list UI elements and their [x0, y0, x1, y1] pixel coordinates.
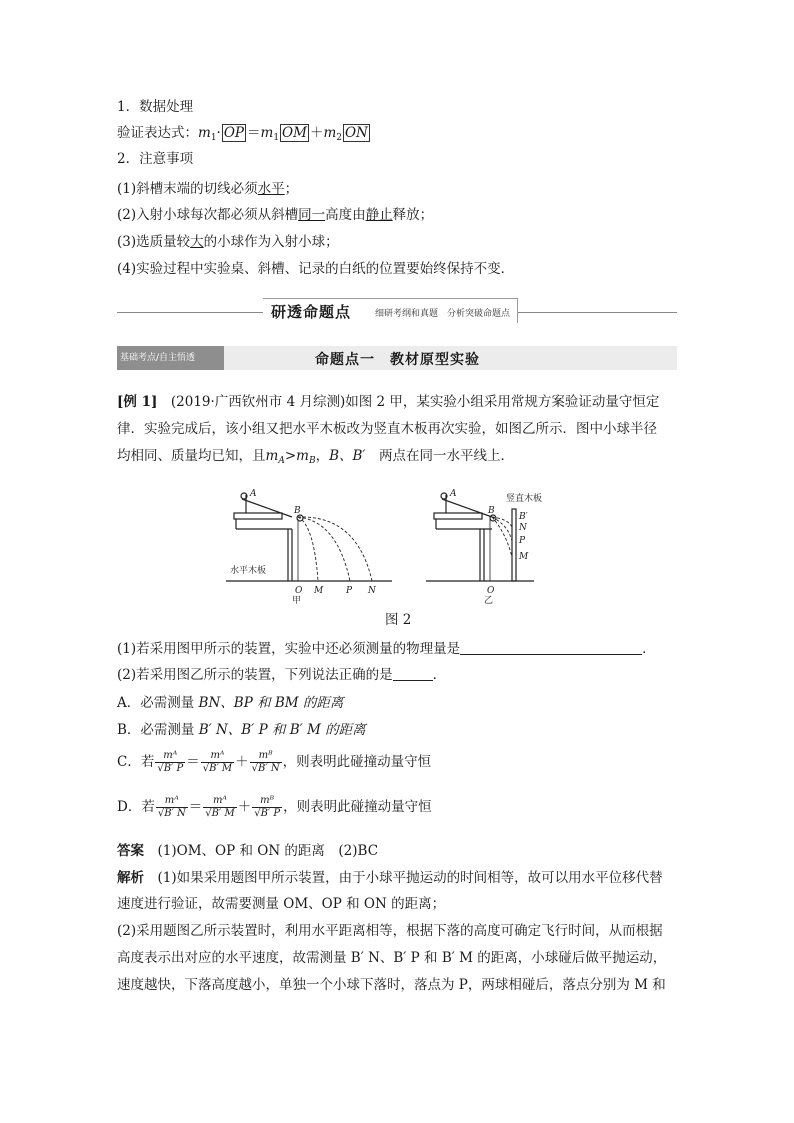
- frac-c2: [201, 750, 234, 775]
- trajectory-n: [298, 517, 372, 581]
- answer-text: (1)OM、OP 和 ON 的距离 (2)BC: [144, 843, 379, 859]
- mass-a: m: [265, 448, 279, 464]
- frac-c3: [250, 750, 282, 775]
- label-horizontal-board: 水平木板: [230, 566, 267, 576]
- eq-d: ＝: [188, 799, 203, 815]
- question-1-text: (1)若采用图甲所示的装置，实验中还必须测量的物理量是: [117, 641, 461, 657]
- heading-data-processing: 1．数据处理: [117, 99, 194, 115]
- label-m-right: M: [519, 552, 529, 562]
- option-c-suffix: ，则表明此碰撞动量守恒: [282, 754, 432, 770]
- root-d3: B′ P: [260, 808, 281, 819]
- question-2-end: ．: [432, 667, 447, 683]
- plus-c: ＋: [235, 754, 249, 770]
- analysis-line-1: [117, 869, 663, 887]
- trajectory-p: [298, 517, 350, 581]
- analysis-line-3: (2)采用题图乙所示装置时，利用水平距离相等，根据下落的高度可确定飞行时间，从而根据: [117, 923, 663, 939]
- topic-title: 命题点一 教材原型实验: [315, 352, 480, 368]
- root-c3: B′ N: [258, 763, 280, 774]
- example-line-1: [117, 393, 659, 411]
- label-m-left: M: [314, 586, 324, 596]
- example-label: [例 1]: [117, 394, 158, 410]
- label-n-right: N: [519, 523, 527, 533]
- note-3-key: 大: [190, 234, 204, 250]
- greater-than: >: [284, 448, 297, 464]
- comma: ，: [315, 448, 330, 464]
- right-table-top: [434, 513, 482, 519]
- banner-box: [263, 298, 518, 323]
- sqrt-c2: √: [202, 763, 210, 774]
- banner-title: 研透命题点: [271, 303, 352, 321]
- option-a-body: BN、BP 和 BM 的距离: [198, 695, 344, 711]
- option-d-prefix: D．若: [117, 799, 155, 815]
- section-banner: [117, 296, 677, 324]
- option-d: [117, 793, 432, 821]
- frac-d3: [252, 795, 282, 820]
- note-1-key: 水平: [257, 181, 285, 197]
- sqrt-d2: √: [205, 808, 212, 819]
- analysis-line-4: 高度表示出对应的水平速度，故需测量 B′ N、B′ P 和 B′ M 的距离，小球碰后做平抛运动，: [117, 950, 667, 966]
- m2-symbol: m: [323, 125, 337, 141]
- sqrt-d3: √: [254, 808, 261, 819]
- option-c: [117, 748, 431, 776]
- trajectory-m-right: [492, 517, 512, 557]
- eq-c: ＝: [186, 754, 200, 770]
- label-p-left: P: [346, 586, 353, 596]
- points-b-bprime: B、B′: [329, 448, 366, 464]
- question-1: [117, 640, 656, 658]
- note-2-key1: 同一: [298, 207, 326, 223]
- example-line-3: [117, 447, 514, 470]
- example-text-3-end: 两点在同一水平线上．: [365, 448, 514, 464]
- label-bprime: B′: [519, 512, 528, 522]
- label-b-right: B: [488, 506, 495, 516]
- frac-d2-num: mᴬ: [203, 795, 236, 808]
- root-c1: B′ P: [163, 763, 184, 774]
- formula-line: [117, 124, 371, 147]
- note-3-text: (3)选质量较: [117, 234, 191, 250]
- banner-rule-right: [517, 312, 677, 313]
- question-2: [117, 666, 446, 684]
- question-1-end: ．: [642, 641, 656, 657]
- label-jia: 甲: [292, 596, 302, 605]
- left-ramp: [242, 499, 292, 517]
- frac-c3-den: [250, 763, 282, 775]
- option-a: [117, 694, 343, 712]
- note-2: [117, 206, 433, 224]
- banner-rule-left: [117, 312, 263, 313]
- frac-c1-num: mᴬ: [155, 750, 185, 763]
- note-1: [117, 180, 298, 198]
- vector-om: OM: [282, 125, 307, 141]
- example-line-2: 律．实验完成后，该小组又把水平木板改为竖直木板再次实验，如图乙所示．图中小球半径: [117, 421, 657, 437]
- plus-d: ＋: [237, 799, 252, 815]
- figure-caption: 图 2: [385, 612, 412, 628]
- frac-c1-den: [155, 763, 185, 775]
- vector-op: OP: [223, 125, 244, 141]
- frac-c1: [155, 750, 185, 775]
- example-text-3: 均相同、质量均已知，且: [117, 448, 266, 464]
- note-2-text: (2)入射小球每次都必须从斜槽: [117, 207, 299, 223]
- vector-on: ON: [344, 125, 368, 141]
- left-table-top: [234, 513, 282, 519]
- topic-tag: 基础考点/自主悟透: [117, 346, 224, 370]
- option-b-body: B′ N、B′ P 和 B′ M 的距离: [198, 722, 366, 738]
- root-c2: B′ M: [209, 763, 233, 774]
- analysis-text-1: (1)如果采用题图甲所示装置，由于小球平抛运动的时间相等，故可以用水平位移代替: [144, 870, 663, 886]
- trajectory-n-right: [492, 517, 512, 527]
- option-a-prefix: A．必需测量: [117, 695, 199, 711]
- note-1-end: ；: [284, 181, 299, 197]
- frac-d1: [156, 795, 188, 820]
- sqrt-c3: √: [251, 763, 259, 774]
- option-b-prefix: B．必需测量: [117, 722, 199, 738]
- note-2-mid: 高度由: [325, 207, 366, 223]
- answer-label: 答案: [117, 843, 144, 859]
- frac-c3-num: mᴮ: [250, 750, 282, 763]
- heading-notes: 2．注意事项: [117, 151, 194, 167]
- analysis-line-2: 速度进行验证，故需要测量 OM、OP 和 ON 的距离；: [117, 896, 446, 912]
- analysis-line-5: 速度越快，下落高度越小，单独一个小球下落时，落点为 P，两球相碰后，落点分别为 M 和: [117, 977, 666, 993]
- question-2-text: (2)若采用图乙所示的装置，下列说法正确的是: [117, 667, 393, 683]
- m1-symbol-2: m: [260, 125, 274, 141]
- answer-blank-1[interactable]: [460, 640, 642, 655]
- root-d1: B′ N: [164, 808, 186, 819]
- frac-d2-den: [203, 808, 236, 820]
- note-2-key2: 静止: [365, 207, 393, 223]
- example-text-1: (2019·广西钦州市 4 月综测)如图 2 甲，某实验小组采用常规方案验证动量守恒定: [157, 394, 660, 410]
- label-o-left: O: [295, 586, 303, 596]
- m1-symbol: m: [198, 125, 211, 141]
- note-3: [117, 233, 339, 251]
- label-vertical-board: 竖直木板: [506, 494, 543, 504]
- frac-d3-num: mᴮ: [252, 795, 282, 808]
- topic-bar: [117, 346, 677, 370]
- label-yi: 乙: [484, 596, 494, 605]
- trajectory-m: [298, 517, 318, 581]
- label-b-left: B: [294, 506, 301, 516]
- right-ramp: [442, 499, 492, 517]
- mass-b: m: [296, 448, 309, 464]
- equals: ＝: [247, 125, 261, 141]
- subscript-2: 2: [336, 133, 342, 143]
- formula-prefix: 验证表达式：: [117, 125, 198, 141]
- option-d-suffix: ，则表明此碰撞动量守恒: [283, 799, 432, 815]
- subscript-1b: 1: [273, 133, 280, 143]
- analysis-label: 解析: [117, 870, 144, 886]
- note-3-end: 的小球作为入射小球；: [203, 234, 339, 250]
- answer-line: [117, 842, 378, 860]
- sub-a: A: [278, 456, 285, 466]
- label-p-right: P: [519, 536, 526, 546]
- option-b: [117, 721, 366, 739]
- sqrt-d1: √: [157, 808, 165, 819]
- label-o-right: O: [487, 586, 495, 596]
- dot: ·: [216, 125, 221, 141]
- label-n-left: N: [368, 586, 376, 596]
- sub-b: B: [308, 456, 316, 466]
- banner-subtitle: 细研考纲和真题 分析突破命题点: [375, 309, 511, 319]
- note-2-end: 释放；: [392, 207, 434, 223]
- option-c-prefix: C．若: [117, 754, 155, 770]
- subscript-1: 1: [210, 133, 217, 143]
- label-a-right: A: [450, 489, 457, 499]
- frac-d2: [203, 795, 236, 820]
- plus: ＋: [309, 125, 324, 141]
- note-1-text: (1)斜槽末端的切线必须: [117, 181, 258, 197]
- frac-d3-den: [252, 808, 282, 820]
- sqrt-c1: √: [157, 763, 164, 774]
- frac-c2-num: mᴬ: [201, 750, 234, 763]
- note-4: (4)实验过程中实验桌、斜槽、记录的白纸的位置要始终保持不变．: [117, 261, 515, 277]
- experiment-figure: [222, 485, 592, 605]
- frac-c2-den: [201, 763, 234, 775]
- label-a-left: A: [250, 489, 257, 499]
- answer-blank-2[interactable]: [393, 666, 433, 681]
- frac-d1-num: mᴬ: [156, 795, 188, 808]
- vertical-board: [512, 509, 516, 581]
- root-d2: B′ M: [211, 808, 235, 819]
- frac-d1-den: [156, 808, 188, 820]
